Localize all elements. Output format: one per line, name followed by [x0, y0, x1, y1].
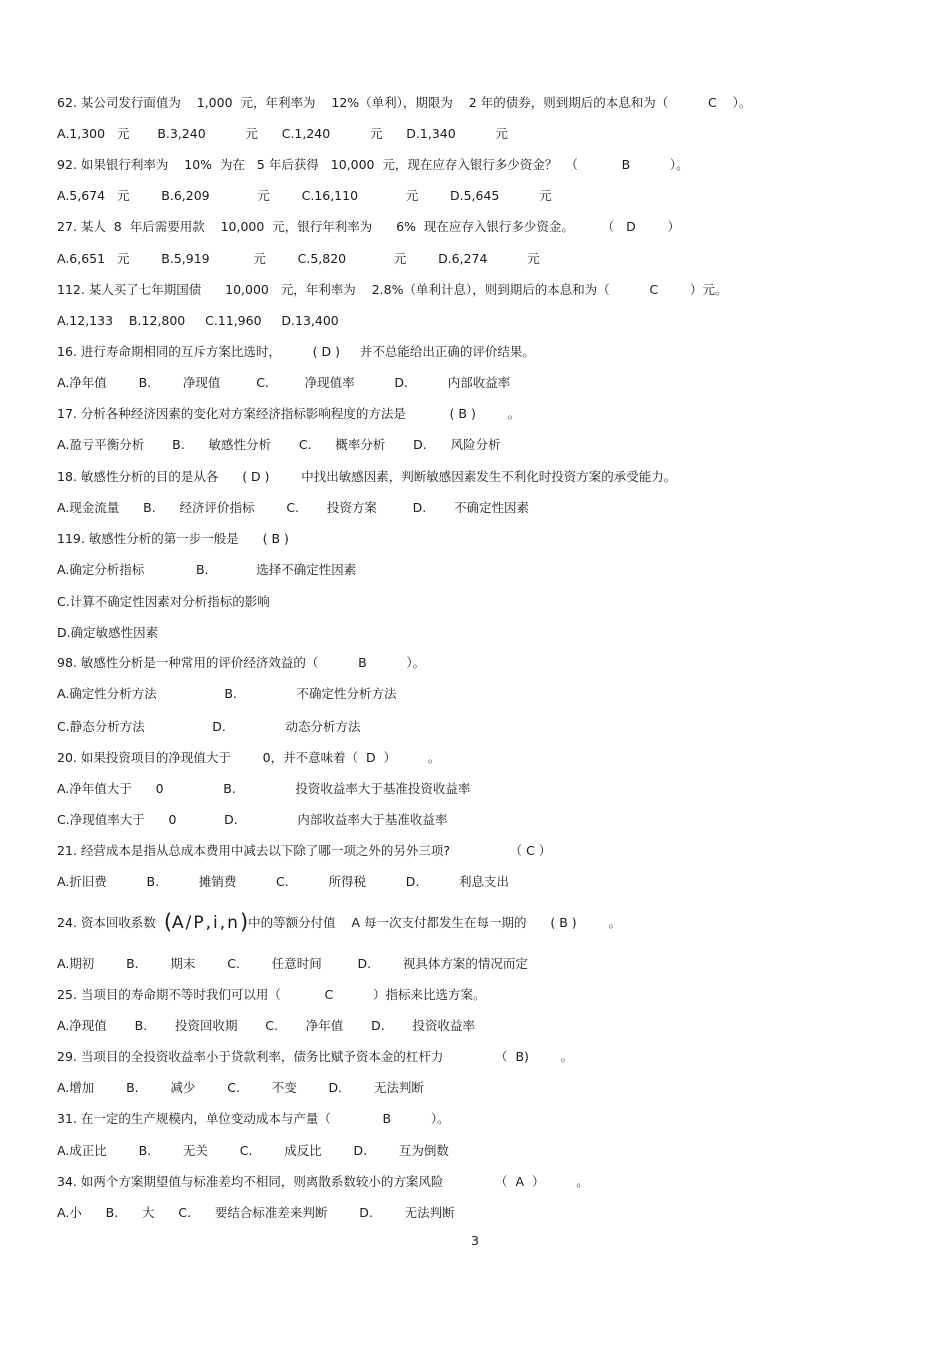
- question-24-prefix: 24. 资本回收系数: [57, 915, 164, 930]
- question-31: 31. 在一定的生产规模内，单位变动成本与产量（ B ）。: [57, 1111, 450, 1126]
- question-25-options: A.净现值 B. 投资回收期 C. 净年值 D. 投资收益率: [57, 1018, 476, 1033]
- question-92: 92. 如果银行利率为 10% 为在 5 年后获得 10,000 元，现在应存入银行多少资金？ （ B ）。: [57, 157, 689, 172]
- question-98: 98. 敏感性分析是一种常用的评价经济效益的（ B ）。: [57, 655, 426, 670]
- question-27-options: A.6,651 元 B.5,919 元 C.5,820 元 D.6,274 元: [57, 251, 540, 266]
- question-21-options: A.折旧费 B. 摊销费 C. 所得税 D. 利息支出: [57, 874, 510, 889]
- question-62: 62. 某公司发行面值为 1,000 元，年利率为 12%（单利），期限为 2 年的债券，则到期后的本息和为（ C ）。: [57, 95, 752, 110]
- question-18-options: A.现金流量 B. 经济评价指标 C. 投资方案 D. 不确定性因素: [57, 500, 530, 515]
- question-31-options: A.成正比 B. 无关 C. 成反比 D. 互为倒数: [57, 1143, 449, 1158]
- question-24-options: A.期初 B. 期末 C. 任意时间 D. 视具体方案的情况而定: [57, 956, 528, 971]
- question-34-options: A.小 B. 大 C. 要结合标准差来判断 D. 无法判断: [57, 1205, 455, 1220]
- question-112-options: A.12,133 B.12,800 C.11,960 D.13,400: [57, 313, 339, 328]
- question-27: 27. 某人 8 年后需要用款 10,000 元，银行年利率为 6% 现在应存入银行多少资金。 （ D ）: [57, 219, 681, 234]
- question-25: 25. 当项目的寿命期不等时我们可以用（ C ）指标来比选方案。: [57, 987, 486, 1002]
- question-29: 29. 当项目的全投资收益率小于贷款利率，债务比赋予资本金的杠杆力 （ B) 。: [57, 1049, 574, 1064]
- formula-paren-open: (: [163, 910, 173, 934]
- question-98-option-ab: A.确定性分析方法 B. 不确定性分析方法: [57, 686, 397, 701]
- page-number: 3: [471, 1233, 479, 1248]
- question-20-option-ab: A.净年值大于 0 B. 投资收益率大于基准投资收益率: [57, 781, 471, 796]
- question-62-options: A.1,300 元 B.3,240 元 C.1,240 元 D.1,340 元: [57, 126, 508, 141]
- question-16: 16. 进行寿命期相同的互斥方案比选时， ( D ) 并不总能给出正确的评价结果。: [57, 344, 535, 359]
- question-21: 21. 经营成本是指从总成本费用中减去以下除了哪一项之外的另外三项? （ C ）: [57, 843, 552, 858]
- question-119: 119. 敏感性分析的第一步一般是 ( B ): [57, 531, 289, 546]
- question-17: 17. 分析各种经济因素的变化对方案经济指标影响程度的方法是 ( B ) 。: [57, 406, 521, 421]
- question-34: 34. 如两个方案期望值与标准差均不相同，则离散系数较小的方案风险 （ A ） 。: [57, 1174, 589, 1189]
- question-17-options: A.盈亏平衡分析 B. 敏感性分析 C. 概率分析 D. 风险分析: [57, 437, 501, 452]
- question-112: 112. 某人买了七年期国债 10,000 元，年利率为 2.8%（单利计息），则到期后的本息和为（ C ）元。: [57, 282, 728, 297]
- question-92-options: A.5,674 元 B.6,209 元 C.16,110 元 D.5,645 元: [57, 188, 552, 203]
- question-29-options: A.增加 B. 减少 C. 不变 D. 无法判断: [57, 1080, 424, 1095]
- question-24-suffix: 中的等额分付值 A 每一次支付都发生在每一期的 ( B ) 。: [248, 915, 621, 930]
- question-16-options: A.净年值 B. 净现值 C. 净现值率 D. 内部收益率: [57, 375, 511, 390]
- question-20-option-cd: C.净现值率大于 0 D. 内部收益率大于基准收益率: [57, 812, 448, 827]
- question-18: 18. 敏感性分析的目的是从各 ( D ) 中找出敏感因素，判断敏感因素发生不利化时投资方案的承受能力。: [57, 469, 677, 484]
- question-98-option-cd: C.静态分析方法 D. 动态分析方法: [57, 719, 361, 734]
- question-119-option-ab: A.确定分析指标 B. 选择不确定性因素: [57, 562, 357, 577]
- formula-paren-close: ): [239, 910, 249, 934]
- question-119-option-c: C.计算不确定性因素对分析指标的影响: [57, 594, 270, 609]
- question-119-option-d: D.确定敏感性因素: [57, 625, 159, 640]
- question-20: 20. 如果投资项目的净现值大于 0，并不意味着（ D ） 。: [57, 750, 441, 765]
- question-24: [57, 910, 927, 934]
- capital-recovery-formula: A/P,i,n: [172, 913, 240, 933]
